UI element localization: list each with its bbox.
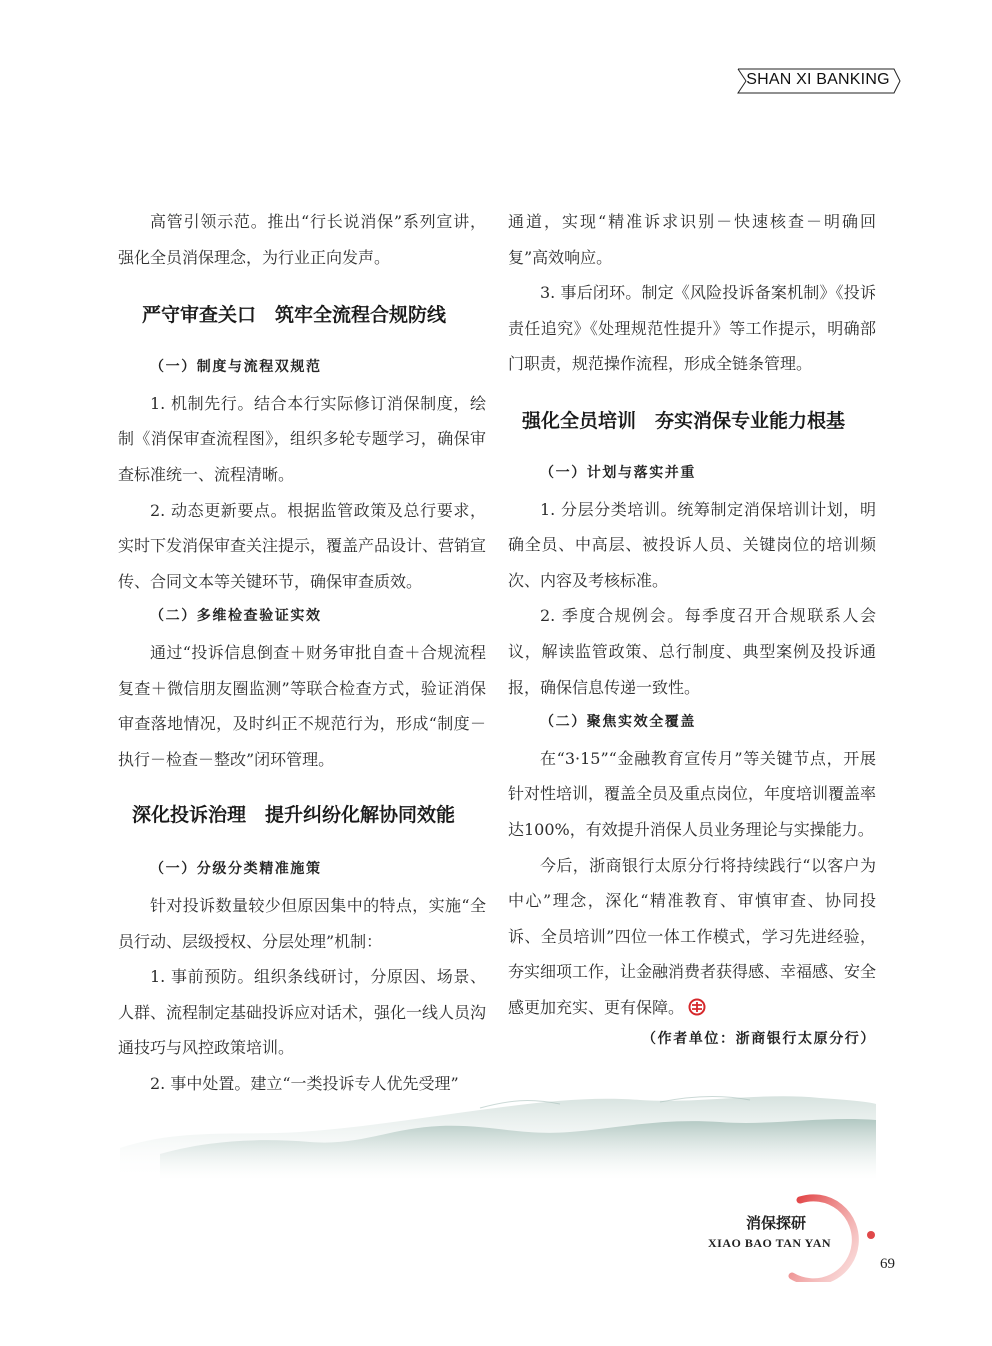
right-column [508, 204, 876, 1053]
section-name-en: XIAO BAO TAN YAN [708, 1236, 832, 1250]
section-heading: 深化投诉治理 提升纠纷化解协同效能 [132, 804, 456, 827]
paragraph: 通道，实现“精准诉求识别－快速核查－明确回复”高效响应。 [508, 212, 876, 267]
journal-name: SHAN XI BANKING [746, 71, 890, 88]
section-heading: 强化全员培训 夯实消保专业能力根基 [522, 409, 846, 432]
bank-logo-icon [688, 998, 706, 1016]
paragraph: 2. 动态更新要点。根据监管政策及总行要求，实时下发消保审查关注提示，覆盖产品设计、营销宣传、合同文本等关键环节，确保审查质效。 [118, 500, 487, 591]
paragraph: 2. 季度合规例会。每季度召开合规联系人会议，解读监管政策、总行制度、典型案例及投诉通报，确保信息传递一致性。 [508, 606, 876, 697]
paragraph: 2. 事中处置。建立“一类投诉专人优先受理” [150, 1073, 459, 1093]
journal-header-tag [734, 68, 902, 94]
subsection-heading: （二）聚焦实效全覆盖 [540, 714, 696, 731]
paragraph: 针对投诉数量较少但原因集中的特点，实施“全员行动、层级授权、分层处理”机制： [118, 895, 486, 951]
left-column [118, 204, 486, 1101]
closing-text: 今后，浙商银行太原分行将持续践行“以客户为中心”理念，深化“精准教育、审慎审查、协同投诉、全员培训”四位一体工作模式，学习先进经验，夯实细项工作，让金融消费者获得感、幸福感、安全感更加充实、更有保障。 [508, 855, 877, 1017]
section-heading: 严守审查关口 筑牢全流程合规防线 [142, 304, 447, 327]
paragraph: 1. 机制先行。结合本行实际修订消保制度，绘制《消保审查流程图》，组织多轮专题学习，确保审查标准统一、流程清晰。 [118, 393, 486, 484]
subsection-heading: （一）分级分类精准施策 [150, 861, 322, 878]
subsection-heading: （一）制度与流程双规范 [150, 359, 322, 376]
paragraph: 1. 事前预防。组织条线研讨，分原因、场景、人群、流程制定基础投诉应对话术，强化一线人员沟通技巧与风控政策培训。 [118, 967, 487, 1058]
page-number: 69 [880, 1256, 895, 1272]
landscape-illustration [120, 1088, 876, 1180]
paragraph: 1. 分层分类培训。统筹制定消保培训计划，明确全员、中高层、被投诉人员、关键岗位的培训频次、内容及考核标准。 [508, 499, 876, 590]
paragraph: 3. 事后闭环。制定《风险投诉备案机制》《投诉责任追究》《处理规范性提升》等工作提示，明确部门职责，规范操作流程，形成全链条管理。 [508, 283, 876, 374]
author-affiliation: （作者单位：浙商银行太原分行） [642, 1031, 876, 1048]
paragraph: 高管引领示范。推出“行长说消保”系列宣讲，强化全员消保理念，为行业正向发声。 [118, 212, 486, 267]
subsection-heading: （一）计划与落实并重 [540, 464, 696, 481]
closing-paragraph [508, 848, 876, 1026]
section-name-cn: 消保探研 [746, 1214, 807, 1232]
subsection-heading: （二）多维检查验证实效 [150, 608, 322, 625]
paragraph: 在“3·15”“金融教育宣传月”等关键节点，开展针对性培训，覆盖全员及重点岗位，年度培训覆盖率达100%，有效提升消保人员业务理论与实操能力。 [508, 748, 877, 839]
paragraph: 通过“投诉信息倒查＋财务审批自查＋合规流程复查＋微信朋友圈监测”等联合检查方式，验证消保审查落地情况，及时纠正不规范行为，形成“制度－执行－检查－整改”闭环管理。 [118, 642, 486, 769]
